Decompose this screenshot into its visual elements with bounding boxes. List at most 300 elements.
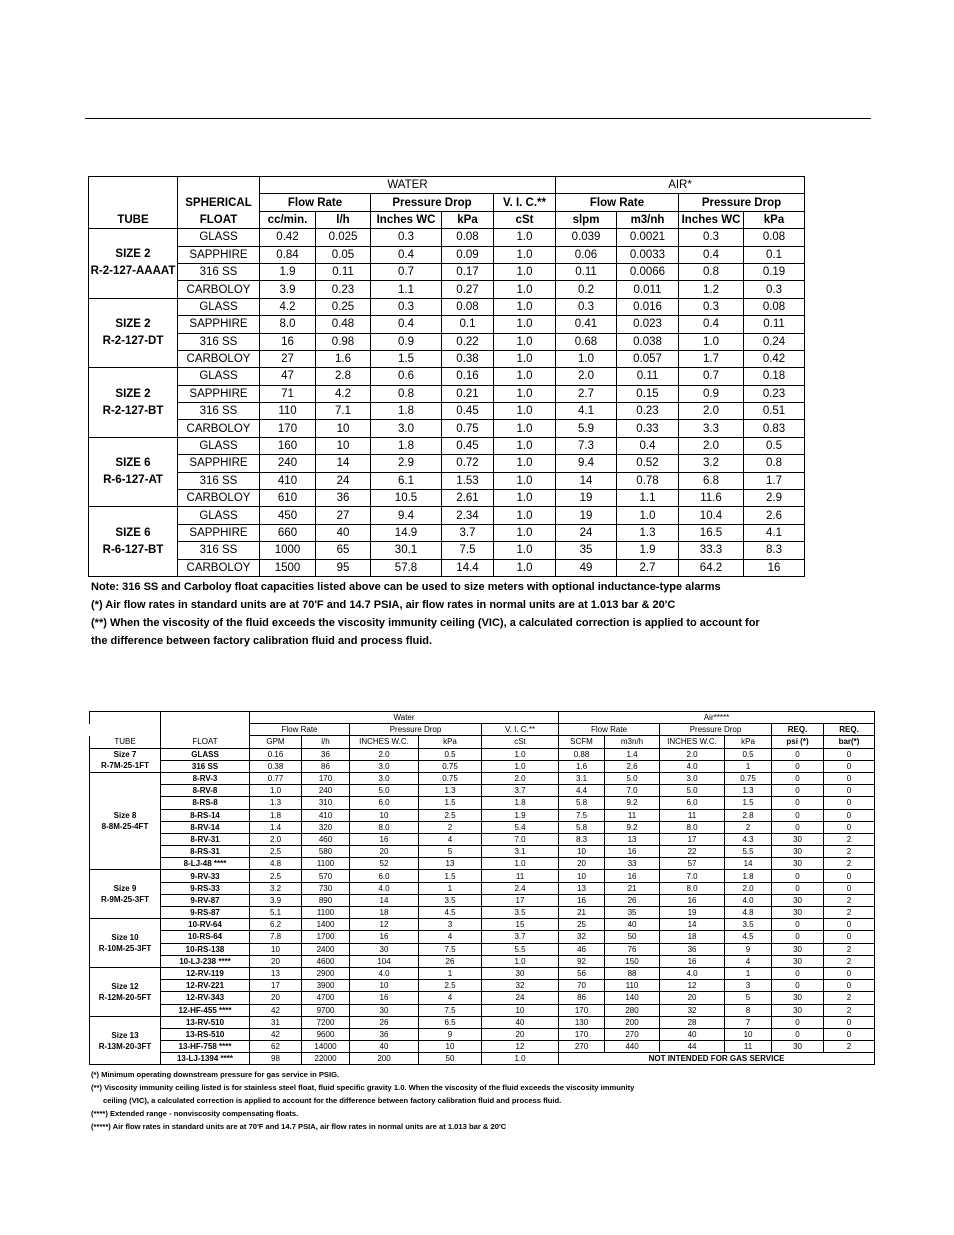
- value-cell: 16: [660, 955, 725, 967]
- value-cell: 3.7: [442, 524, 494, 541]
- tube-size: SIZE 6: [115, 457, 151, 470]
- value-cell: 4: [419, 992, 482, 1004]
- value-cell: 10: [725, 1028, 772, 1040]
- value-cell: 1.0: [494, 559, 556, 576]
- value-cell: 3.0: [350, 772, 419, 784]
- value-cell: 10: [316, 420, 371, 437]
- value-cell: 0.72: [442, 455, 494, 472]
- value-cell: 1700: [302, 931, 350, 943]
- value-cell: 86: [302, 760, 350, 772]
- value-cell: 20: [250, 992, 302, 1004]
- value-cell: 4700: [302, 992, 350, 1004]
- table-row: [90, 980, 875, 992]
- value-cell: 9.4: [556, 455, 617, 472]
- value-cell: 270: [559, 1041, 605, 1053]
- value-cell: 11: [482, 870, 559, 882]
- unit-header: m3/nh: [617, 211, 679, 228]
- value-cell: 13: [559, 882, 605, 894]
- value-cell: 14: [350, 894, 419, 906]
- value-cell: 0.77: [250, 772, 302, 784]
- tube-model: 8-8M-25-4FT: [101, 822, 149, 832]
- value-cell: 0.08: [744, 298, 805, 315]
- float-header-line2: FLOAT: [178, 211, 260, 228]
- value-cell: 4600: [302, 955, 350, 967]
- value-cell: 2.8: [316, 368, 371, 385]
- table2-notes: [91, 1068, 634, 1133]
- value-cell: 200: [605, 1016, 660, 1028]
- value-cell: 5.8: [559, 821, 605, 833]
- value-cell: 1: [419, 882, 482, 894]
- value-cell: 17: [660, 833, 725, 845]
- value-cell: 5.1: [250, 907, 302, 919]
- table1-notes: [91, 578, 760, 650]
- value-cell: 1.53: [442, 472, 494, 489]
- value-cell: 27: [260, 350, 316, 367]
- value-cell: 890: [302, 894, 350, 906]
- value-cell: 92: [559, 955, 605, 967]
- value-cell: 0.0033: [617, 246, 679, 263]
- tube-header: TUBE: [90, 736, 161, 748]
- value-cell: 8.3: [744, 542, 805, 559]
- value-cell: 14000: [302, 1041, 350, 1053]
- value-cell: 30.1: [371, 542, 442, 559]
- float-cell: 9-RS-33: [161, 882, 250, 894]
- value-cell: 0: [772, 882, 824, 894]
- unit-header: bar(*): [824, 736, 875, 748]
- value-cell: 64.2: [679, 559, 744, 576]
- value-cell: 13: [250, 967, 302, 979]
- value-cell: 3.2: [679, 455, 744, 472]
- value-cell: 0.78: [617, 472, 679, 489]
- value-cell: 44: [660, 1041, 725, 1053]
- value-cell: 6.0: [350, 797, 419, 809]
- float-cell: 9-RS-87: [161, 907, 250, 919]
- value-cell: 3.9: [260, 281, 316, 298]
- value-cell: 2400: [302, 943, 350, 955]
- value-cell: 0.5: [725, 748, 772, 760]
- tube-cell: [90, 919, 161, 968]
- value-cell: 86: [559, 992, 605, 1004]
- note-line: Note: 316 SS and Carboloy float capacities listed above can be used to size meters with optional inductance-type alarms: [91, 581, 721, 593]
- value-cell: 9600: [302, 1028, 350, 1040]
- capacity-table-spherical: [88, 176, 805, 577]
- air-pressure-drop-header: Pressure Drop: [679, 194, 805, 211]
- table-row: [90, 919, 875, 931]
- value-cell: 21: [559, 907, 605, 919]
- water-header: Water: [250, 712, 559, 724]
- tube-model: R-7M-25-1FT: [100, 761, 149, 771]
- value-cell: 3.0: [350, 760, 419, 772]
- value-cell: 0: [824, 919, 875, 931]
- value-cell: 730: [302, 882, 350, 894]
- value-cell: 0.75: [419, 772, 482, 784]
- value-cell: 16: [605, 846, 660, 858]
- value-cell: 22: [660, 846, 725, 858]
- table-row: [90, 772, 875, 784]
- vic-header: V. I. C.**: [494, 194, 556, 211]
- value-cell: 30: [772, 858, 824, 870]
- table-row: [89, 559, 805, 576]
- value-cell: 40: [482, 1016, 559, 1028]
- value-cell: 0.75: [442, 420, 494, 437]
- value-cell: 2: [824, 858, 875, 870]
- value-cell: 1.5: [371, 350, 442, 367]
- value-cell: 30: [350, 1004, 419, 1016]
- float-cell: SAPPHIRE: [178, 316, 260, 333]
- value-cell: 1.1: [617, 490, 679, 507]
- value-cell: 0.68: [556, 333, 617, 350]
- unit-header: psi (*): [772, 736, 824, 748]
- table-row: [89, 263, 805, 280]
- value-cell: 10.4: [679, 507, 744, 524]
- value-cell: 14.9: [371, 524, 442, 541]
- table-row: [90, 821, 875, 833]
- value-cell: 0.16: [442, 368, 494, 385]
- value-cell: 3.9: [250, 894, 302, 906]
- value-cell: 16: [260, 333, 316, 350]
- value-cell: 36: [316, 490, 371, 507]
- value-cell: 8.0: [660, 882, 725, 894]
- value-cell: 0.33: [617, 420, 679, 437]
- value-cell: 2.7: [617, 559, 679, 576]
- value-cell: 2: [824, 955, 875, 967]
- value-cell: 50: [605, 931, 660, 943]
- value-cell: 6.8: [679, 472, 744, 489]
- value-cell: 26: [605, 894, 660, 906]
- value-cell: 2.5: [419, 980, 482, 992]
- value-cell: 16: [350, 992, 419, 1004]
- value-cell: 0: [824, 797, 875, 809]
- value-cell: 1.9: [617, 542, 679, 559]
- value-cell: 0.011: [617, 281, 679, 298]
- value-cell: 2: [824, 833, 875, 845]
- value-cell: 3.7: [482, 785, 559, 797]
- value-cell: 3.3: [679, 420, 744, 437]
- value-cell: 0: [824, 882, 875, 894]
- float-cell: SAPPHIRE: [178, 455, 260, 472]
- note-line: (*) Air flow rates in standard units are at 70'F and 14.7 PSIA, air flow rates in normal units are at 1.013 bar & 20'C: [91, 599, 676, 611]
- value-cell: 10: [419, 1041, 482, 1053]
- float-cell: CARBOLOY: [178, 350, 260, 367]
- value-cell: 0: [772, 967, 824, 979]
- value-cell: 10: [250, 943, 302, 955]
- value-cell: 170: [559, 1004, 605, 1016]
- value-cell: 3.1: [482, 846, 559, 858]
- value-cell: 30: [772, 992, 824, 1004]
- value-cell: 0: [824, 772, 875, 784]
- table-row: [90, 1016, 875, 1028]
- value-cell: 5.0: [660, 785, 725, 797]
- value-cell: 0.11: [744, 316, 805, 333]
- value-cell: 0.27: [442, 281, 494, 298]
- tube-cell: [89, 368, 178, 438]
- float-cell: 316 SS: [178, 403, 260, 420]
- tube-header-spacer: [89, 177, 178, 194]
- table-row: [90, 967, 875, 979]
- value-cell: 19: [556, 507, 617, 524]
- value-cell: 0.48: [316, 316, 371, 333]
- value-cell: 1.0: [482, 955, 559, 967]
- value-cell: 2.0: [556, 368, 617, 385]
- float-cell: 12-RV-119: [161, 967, 250, 979]
- table-row: [89, 333, 805, 350]
- table-row: [89, 246, 805, 263]
- value-cell: 1.0: [556, 350, 617, 367]
- value-cell: 20: [482, 1028, 559, 1040]
- table-row: [90, 809, 875, 821]
- tube-size: Size 8: [113, 811, 137, 821]
- table-row: [89, 472, 805, 489]
- value-cell: 10: [350, 809, 419, 821]
- float-cell: SAPPHIRE: [178, 246, 260, 263]
- tube-size: SIZE 2: [115, 248, 151, 261]
- value-cell: 3.7: [482, 931, 559, 943]
- value-cell: 1.0: [494, 455, 556, 472]
- float-cell: 8-RV-14: [161, 821, 250, 833]
- value-cell: 2: [824, 1041, 875, 1053]
- note-line: ceiling (VIC), a calculated correction is applied to account for the difference between factory calibration fluid and process fluid.: [103, 1096, 562, 1105]
- value-cell: 1.8: [482, 797, 559, 809]
- unit-header: l/h: [302, 736, 350, 748]
- float-cell: GLASS: [178, 298, 260, 315]
- value-cell: 2.8: [725, 809, 772, 821]
- value-cell: 5.5: [725, 846, 772, 858]
- float-cell: 10-RV-64: [161, 919, 250, 931]
- value-cell: 1.7: [679, 350, 744, 367]
- value-cell: 2: [824, 894, 875, 906]
- tube-size: Size 10: [111, 933, 139, 943]
- value-cell: 0.6: [371, 368, 442, 385]
- value-cell: 1.7: [744, 472, 805, 489]
- value-cell: 4: [419, 931, 482, 943]
- value-cell: 27: [316, 507, 371, 524]
- value-cell: 0.5: [419, 748, 482, 760]
- value-cell: 2.0: [250, 833, 302, 845]
- float-cell: 10-LJ-238 ****: [161, 955, 250, 967]
- tube-model: R-13M-20-3FT: [98, 1041, 152, 1051]
- water-pressure-drop-header: Pressure Drop: [350, 724, 482, 736]
- value-cell: 0.88: [559, 748, 605, 760]
- value-cell: 0: [772, 980, 824, 992]
- value-cell: 2: [824, 1004, 875, 1016]
- value-cell: 0.98: [316, 333, 371, 350]
- value-cell: 570: [302, 870, 350, 882]
- value-cell: 21: [605, 882, 660, 894]
- note-line: (*) Minimum operating downstream pressure for gas service in PSIG.: [91, 1070, 340, 1079]
- value-cell: 0.7: [679, 368, 744, 385]
- value-cell: 50: [419, 1053, 482, 1065]
- unit-header: kPa: [725, 736, 772, 748]
- table-row: [90, 992, 875, 1004]
- tube-cell: [90, 772, 161, 870]
- note-line: (**) When the viscosity of the fluid exceeds the viscosity immunity ceiling (VIC), a calculated correction is applied to account for: [91, 617, 760, 629]
- unit-header: GPM: [250, 736, 302, 748]
- float-cell: 8-RV-8: [161, 785, 250, 797]
- table-row: [90, 894, 875, 906]
- float-cell: GLASS: [178, 507, 260, 524]
- value-cell: 1.0: [494, 385, 556, 402]
- value-cell: 0.75: [419, 760, 482, 772]
- value-cell: 1.0: [494, 298, 556, 315]
- value-cell: 4.1: [556, 403, 617, 420]
- value-cell: 0: [772, 748, 824, 760]
- value-cell: 30: [772, 943, 824, 955]
- tube-cell: [89, 437, 178, 507]
- float-cell: CARBOLOY: [178, 281, 260, 298]
- value-cell: 1.0: [482, 760, 559, 772]
- value-cell: 0.18: [744, 368, 805, 385]
- float-cell: 8-LJ-48 ****: [161, 858, 250, 870]
- value-cell: 0: [772, 1016, 824, 1028]
- value-cell: 1.0: [494, 403, 556, 420]
- value-cell: 65: [316, 542, 371, 559]
- value-cell: 12: [350, 919, 419, 931]
- value-cell: 10: [559, 870, 605, 882]
- table-row: [90, 1028, 875, 1040]
- value-cell: 13: [419, 858, 482, 870]
- value-cell: 3.1: [559, 772, 605, 784]
- table-row: [89, 385, 805, 402]
- value-cell: 1.0: [494, 420, 556, 437]
- value-cell: 1.8: [371, 403, 442, 420]
- value-cell: 0.08: [442, 229, 494, 246]
- value-cell: 0.09: [442, 246, 494, 263]
- value-cell: 0: [824, 760, 875, 772]
- value-cell: 2.34: [442, 507, 494, 524]
- tube-model: R-6-127-AT: [103, 474, 163, 487]
- value-cell: 15: [482, 919, 559, 931]
- value-cell: 1.0: [494, 490, 556, 507]
- float-cell: 9-RV-87: [161, 894, 250, 906]
- float-header-spacer: [178, 177, 260, 194]
- table-row: [90, 833, 875, 845]
- value-cell: 140: [605, 992, 660, 1004]
- value-cell: 46: [559, 943, 605, 955]
- value-cell: 30: [772, 955, 824, 967]
- value-cell: 35: [605, 907, 660, 919]
- value-cell: 0.22: [442, 333, 494, 350]
- value-cell: 32: [660, 1004, 725, 1016]
- unit-header: cSt: [482, 736, 559, 748]
- table-row: [89, 542, 805, 559]
- value-cell: 1.0: [494, 246, 556, 263]
- value-cell: 0: [772, 821, 824, 833]
- value-cell: 0: [772, 919, 824, 931]
- air-flow-rate-header: Flow Rate: [559, 724, 660, 736]
- value-cell: 2.61: [442, 490, 494, 507]
- value-cell: 1.0: [494, 368, 556, 385]
- table-row: [90, 955, 875, 967]
- value-cell: 2.5: [250, 846, 302, 858]
- value-cell: 0.038: [617, 333, 679, 350]
- value-cell: 0: [824, 748, 875, 760]
- value-cell: 11: [605, 809, 660, 821]
- value-cell: 2: [824, 943, 875, 955]
- value-cell: 1100: [302, 907, 350, 919]
- value-cell: 5.8: [559, 797, 605, 809]
- float-cell: 8-RS-31: [161, 846, 250, 858]
- value-cell: 14: [660, 919, 725, 931]
- value-cell: 1.5: [725, 797, 772, 809]
- value-cell: 17: [482, 894, 559, 906]
- value-cell: 0.3: [679, 229, 744, 246]
- value-cell: 4.5: [419, 907, 482, 919]
- value-cell: 0: [772, 760, 824, 772]
- value-cell: 610: [260, 490, 316, 507]
- value-cell: 320: [302, 821, 350, 833]
- value-cell: 440: [605, 1041, 660, 1053]
- value-cell: 0.08: [442, 298, 494, 315]
- value-cell: 0: [824, 980, 875, 992]
- tube-cell: [89, 298, 178, 368]
- value-cell: 8.0: [260, 316, 316, 333]
- value-cell: 1.0: [494, 507, 556, 524]
- value-cell: 0.11: [617, 368, 679, 385]
- req-bar-header: REQ.: [824, 724, 875, 736]
- value-cell: 1.0: [679, 333, 744, 350]
- water-flow-rate-header: Flow Rate: [260, 194, 371, 211]
- value-cell: 150: [605, 955, 660, 967]
- tube-model: R-9M-25-3FT: [100, 895, 149, 905]
- value-cell: 3.5: [725, 919, 772, 931]
- value-cell: 0: [772, 809, 824, 821]
- value-cell: 0.38: [250, 760, 302, 772]
- value-cell: 660: [260, 524, 316, 541]
- value-cell: 2.5: [419, 809, 482, 821]
- value-cell: 7: [725, 1016, 772, 1028]
- value-cell: 1.0: [482, 1053, 559, 1065]
- value-cell: 9: [419, 1028, 482, 1040]
- value-cell: 1.0: [494, 316, 556, 333]
- req-psi-header: REQ.: [772, 724, 824, 736]
- value-cell: 19: [556, 490, 617, 507]
- table-row: [90, 1053, 875, 1065]
- value-cell: 12: [660, 980, 725, 992]
- value-cell: 32: [482, 980, 559, 992]
- float-cell: 10-RS-138: [161, 943, 250, 955]
- value-cell: 10: [316, 437, 371, 454]
- value-cell: 1.4: [605, 748, 660, 760]
- float-cell: 316 SS: [178, 333, 260, 350]
- note-line: (*****) Air flow rates in standard units are at 70'F and 14.7 PSIA, air flow rates in normal units are at 1.013 bar & 20'C: [91, 1122, 507, 1131]
- value-cell: 4.0: [350, 967, 419, 979]
- tube-size: SIZE 2: [115, 318, 151, 331]
- value-cell: 35: [556, 542, 617, 559]
- value-cell: 3.2: [250, 882, 302, 894]
- value-cell: 16: [660, 894, 725, 906]
- value-cell: 26: [419, 955, 482, 967]
- table-row: [89, 507, 805, 524]
- value-cell: 30: [772, 1004, 824, 1016]
- value-cell: 1.5: [419, 797, 482, 809]
- value-cell: 8: [725, 1004, 772, 1016]
- value-cell: 5: [419, 846, 482, 858]
- air-pressure-drop-header: Pressure Drop: [660, 724, 772, 736]
- value-cell: 47: [260, 368, 316, 385]
- top-rule: [85, 118, 871, 119]
- value-cell: 4.0: [725, 894, 772, 906]
- value-cell: 6.2: [250, 919, 302, 931]
- value-cell: 20: [559, 858, 605, 870]
- value-cell: 10.5: [371, 490, 442, 507]
- value-cell: 40: [660, 1028, 725, 1040]
- value-cell: 26: [350, 1016, 419, 1028]
- value-cell: 2.7: [556, 385, 617, 402]
- value-cell: 1.6: [316, 350, 371, 367]
- value-cell: 0.7: [371, 263, 442, 280]
- value-cell: 0.42: [744, 350, 805, 367]
- value-cell: 40: [316, 524, 371, 541]
